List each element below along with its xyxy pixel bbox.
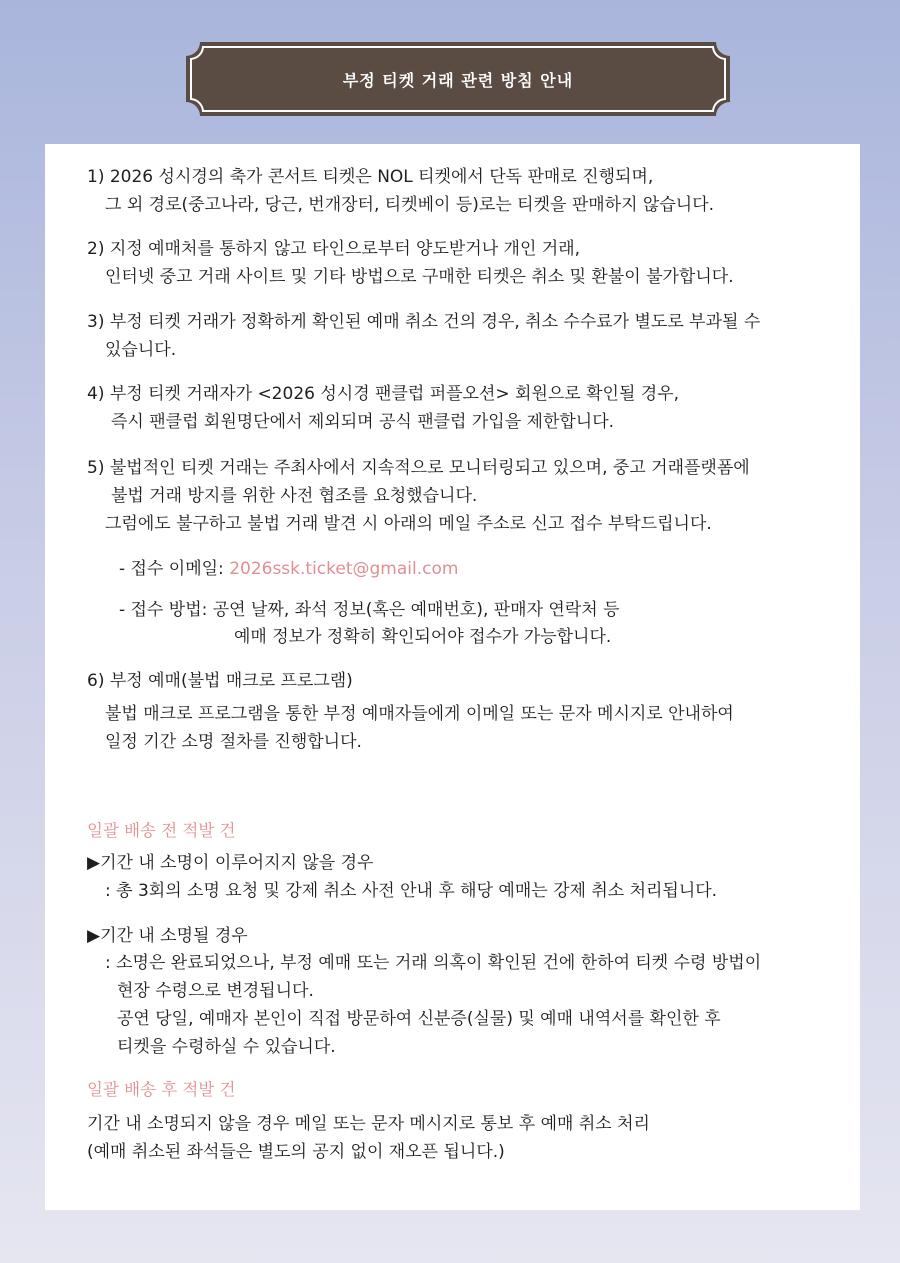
item-1-line-1: 1) 2026 성시경의 축가 콘서트 티켓은 NOL 티켓에서 단독 판매로 진행되며,	[87, 167, 654, 187]
before-case-2-line-2: 현장 수령으로 변경됩니다.	[117, 981, 314, 1001]
report-email-label: - 접수 이메일:	[119, 559, 230, 579]
title-plaque	[186, 42, 730, 116]
page-title: 부정 티켓 거래 관련 방침 안내	[342, 70, 574, 90]
item-6-line-2: 불법 매크로 프로그램을 통한 부정 예매자들에게 이메일 또는 문자 메시지로 안내하여	[105, 704, 734, 724]
item-3-line-2: 있습니다.	[105, 340, 177, 360]
before-case-2-line-3: 공연 당일, 예매자 본인이 직접 방문하여 신분증(실물) 및 예매 내역서를 확인한 후	[117, 1009, 721, 1029]
item-2-line-2: 인터넷 중고 거래 사이트 및 기타 방법으로 구매한 티켓은 취소 및 환불이 불가합니다.	[105, 267, 734, 287]
after-delivery-line-2: (예매 취소된 좌석들은 별도의 공지 없이 재오픈 됩니다.)	[87, 1142, 505, 1162]
before-case-1-title: ▶기간 내 소명이 이루어지지 않을 경우	[87, 853, 374, 873]
item-5-line-1: 5) 불법적인 티켓 거래는 주최사에서 지속적으로 모니터링되고 있으며, 중고 거래플랫폼에	[87, 458, 750, 478]
item-1-line-2: 그 외 경로(중고나라, 당근, 번개장터, 티켓베이 등)로는 티켓을 판매하지 않습니다.	[105, 195, 715, 215]
item-5-line-2: 불법 거래 방지를 위한 사전 협조를 요청했습니다.	[111, 486, 478, 506]
before-case-1-line-1: : 총 3회의 소명 요청 및 강제 취소 사전 안내 후 해당 예매는 강제 취소 처리됩니다.	[105, 881, 718, 901]
before-delivery-heading: 일괄 배송 전 적발 건	[87, 821, 236, 840]
item-2-line-1: 2) 지정 예매처를 통하지 않고 타인으로부터 양도받거나 개인 거래,	[87, 239, 581, 259]
report-method-note: 예매 정보가 정확히 확인되어야 접수가 가능합니다.	[234, 627, 612, 647]
report-email-link[interactable]: 2026ssk.ticket@gmail.com	[229, 559, 459, 579]
item-4-line-2: 즉시 팬클럽 회원명단에서 제외되며 공식 팬클럽 가입을 제한합니다.	[111, 412, 615, 432]
item-4-line-1: 4) 부정 티켓 거래자가 <2026 성시경 팬클럽 퍼플오션> 회원으로 확인될 경우,	[87, 384, 680, 404]
before-case-2-line-4: 티켓을 수령하실 수 있습니다.	[117, 1037, 336, 1057]
after-delivery-line-1: 기간 내 소명되지 않을 경우 메일 또는 문자 메시지로 통보 후 예매 취소 처리	[87, 1114, 650, 1134]
report-method: - 접수 방법: 공연 날짜, 좌석 정보(혹은 예매번호), 판매자 연락처 등	[119, 600, 620, 620]
item-5-line-3: 그럼에도 불구하고 불법 거래 발견 시 아래의 메일 주소로 신고 접수 부탁드립니다.	[105, 514, 712, 534]
item-3-line-1: 3) 부정 티켓 거래가 정확하게 확인된 예매 취소 건의 경우, 취소 수수료가 별도로 부과될 수	[87, 312, 761, 332]
before-case-2-title: ▶기간 내 소명될 경우	[87, 926, 248, 946]
item-6-line-3: 일정 기간 소명 절차를 진행합니다.	[105, 732, 362, 752]
notice-card	[45, 144, 860, 1210]
report-email-row	[119, 558, 458, 580]
item-6-line-1: 6) 부정 예매(불법 매크로 프로그램)	[87, 671, 353, 691]
before-case-2-line-1: : 소명은 완료되었으나, 부정 예매 또는 거래 의혹이 확인된 건에 한하여 티켓 수령 방법이	[105, 953, 762, 973]
after-delivery-heading: 일괄 배송 후 적발 건	[87, 1080, 236, 1099]
